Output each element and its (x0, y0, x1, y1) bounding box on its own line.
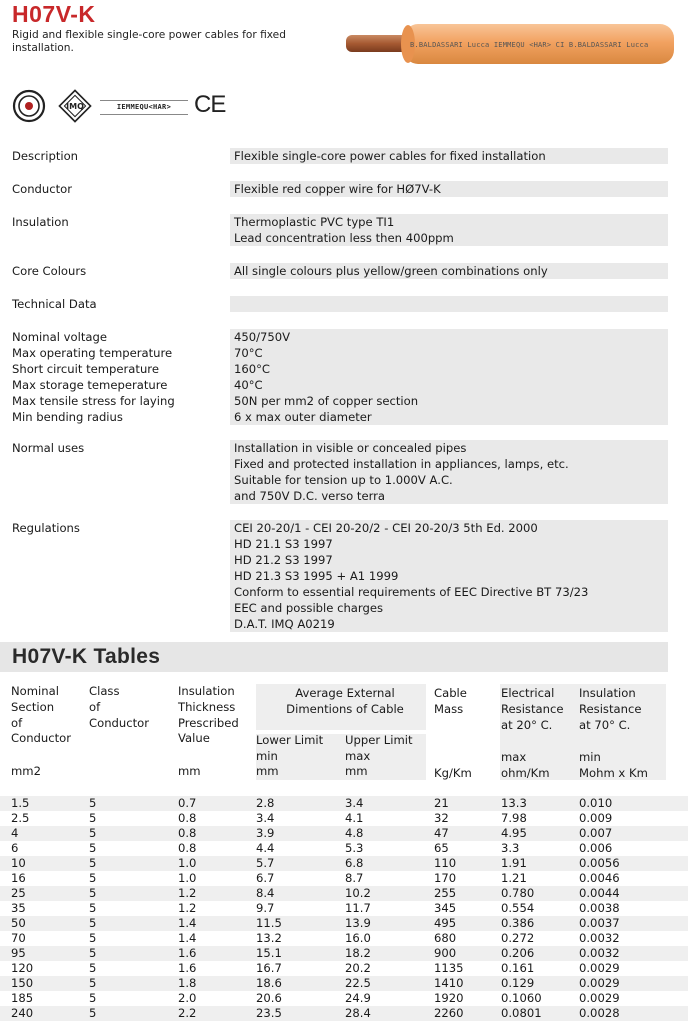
cell-insulation-resistance: 0.0037 (579, 916, 620, 930)
cell-class: 5 (89, 946, 97, 960)
cell-insulation: 1.0 (178, 856, 197, 870)
tables-heading: H07V-K Tables (12, 645, 161, 668)
cell-mass: 170 (434, 871, 457, 885)
header-line: Dimentions of Cable (286, 701, 404, 716)
spec-value (230, 440, 668, 504)
spec-value-line: D.A.T. IMQ A0219 (234, 617, 335, 631)
cell-electrical-resistance: 3.3 (501, 841, 520, 855)
cell-lower-limit: 5.7 (256, 856, 275, 870)
spec-value-line: Flexible red copper wire for HØ7V-K (234, 182, 441, 196)
cell-upper-limit: 6.8 (345, 856, 364, 870)
header-line: Electrical (501, 686, 555, 700)
cell-class: 5 (89, 916, 97, 930)
cell-electrical-resistance: 4.95 (501, 826, 527, 840)
cell-section: 6 (11, 841, 19, 855)
page-subtitle: Rigid and flexible single-core power cables for fixed installation. (12, 29, 286, 54)
cell-mass: 110 (434, 856, 457, 870)
header-cable-mass (434, 686, 467, 718)
header-line: of (89, 699, 101, 714)
cell-mass: 21 (434, 796, 449, 810)
spec-value-line: CEI 20-20/1 - CEI 20-20/2 - CEI 20-20/3 5th Ed. 2000 (234, 521, 538, 535)
cell-upper-limit: 16.0 (345, 931, 371, 945)
ce-mark: CE (194, 91, 226, 118)
cell-lower-limit: 6.7 (256, 871, 275, 885)
cell-class: 5 (89, 1006, 97, 1020)
cell-mass: 1135 (434, 961, 464, 975)
cell-upper-limit: 20.2 (345, 961, 371, 975)
spec-value-line: Thermoplastic PVC type TI1 (234, 215, 395, 229)
spec-label-line: Short circuit temperature (12, 362, 159, 376)
cell-section: 50 (11, 916, 26, 930)
cell-insulation: 1.6 (178, 961, 197, 975)
cell-insulation-resistance: 0.0046 (579, 871, 620, 885)
table-row (0, 991, 688, 1006)
cell-upper-limit: 28.4 (345, 1006, 371, 1020)
cell-class: 5 (89, 871, 97, 885)
spec-value-line: Conform to essential requirements of EEC Directive BT 73/23 (234, 585, 589, 599)
header-line: max (501, 750, 527, 764)
header-insulation-resistance (579, 686, 641, 733)
cell-lower-limit: 18.6 (256, 976, 282, 990)
spec-label: Core Colours (12, 264, 87, 278)
spec-label: Conductor (12, 182, 73, 196)
header-line: Prescribed (178, 715, 239, 730)
header-line: Mohm x Km (579, 765, 648, 780)
cell-electrical-resistance: 0.386 (501, 916, 535, 930)
header-line: min (256, 748, 278, 763)
cell-lower-limit: 16.7 (256, 961, 282, 975)
cell-electrical-resistance: 0.206 (501, 946, 535, 960)
spec-label: Normal uses (12, 441, 85, 455)
cable-print-text: B.BALDASSARI Lucca IEMMEQU <HAR> CI B.BALDASSARI Lucca (410, 41, 649, 49)
header-upper-unit: mm (345, 764, 368, 778)
cell-class: 5 (89, 931, 97, 945)
cell-electrical-resistance: 0.272 (501, 931, 535, 945)
cell-electrical-resistance: 0.161 (501, 961, 535, 975)
spec-label-line: Max tensile stress for laying (12, 394, 175, 408)
table-row (0, 946, 688, 961)
cell-insulation-resistance: 0.006 (579, 841, 613, 855)
cell-insulation: 1.4 (178, 931, 197, 945)
cell-insulation: 1.4 (178, 916, 197, 930)
header-insulation-unit: mm (178, 764, 201, 778)
header-line: Conductor (89, 715, 150, 730)
spec-label: Regulations (12, 521, 80, 535)
cell-electrical-resistance: 0.1060 (501, 991, 542, 1005)
cell-insulation: 2.2 (178, 1006, 197, 1020)
header-electrical-unit (501, 750, 550, 782)
spec-value-line: Suitable for tension up to 1.000V A.C. (234, 473, 453, 487)
table-row (0, 976, 688, 991)
cell-insulation-resistance: 0.0028 (579, 1006, 620, 1020)
header-electrical-resistance (501, 686, 563, 733)
header-line: max (345, 748, 371, 763)
header-line: Average External (295, 686, 395, 700)
header-insulation-resistance-unit (579, 750, 648, 782)
table-row (0, 856, 688, 871)
header-lower-unit: mm (256, 764, 279, 778)
cell-insulation: 2.0 (178, 991, 197, 1005)
table-row (0, 901, 688, 916)
cell-insulation: 1.2 (178, 901, 197, 915)
cell-mass: 900 (434, 946, 457, 960)
cell-mass: 345 (434, 901, 457, 915)
cell-insulation: 1.6 (178, 946, 197, 960)
cell-lower-limit: 9.7 (256, 901, 275, 915)
cell-lower-limit: 13.2 (256, 931, 282, 945)
cell-class: 5 (89, 826, 97, 840)
table-header (0, 684, 688, 784)
spec-value-line: 70°C (234, 346, 263, 360)
cell-lower-limit: 20.6 (256, 991, 282, 1005)
cell-electrical-resistance: 1.91 (501, 856, 527, 870)
spec-label (12, 329, 175, 425)
spec-value (230, 214, 668, 246)
cell-insulation-resistance: 0.0032 (579, 946, 620, 960)
header-line: Conductor (11, 731, 72, 746)
table-row (0, 886, 688, 901)
cell-section: 120 (11, 961, 34, 975)
header-lower-limit (256, 733, 323, 765)
cell-upper-limit: 8.7 (345, 871, 364, 885)
cell-lower-limit: 3.4 (256, 811, 275, 825)
spec-value (230, 148, 668, 164)
cell-class: 5 (89, 991, 97, 1005)
cell-insulation: 0.8 (178, 841, 197, 855)
header-insulation-thickness (178, 684, 239, 747)
spec-value-line: Installation in visible or concealed pipes (234, 441, 467, 455)
cell-insulation-resistance: 0.007 (579, 826, 613, 840)
cell-class: 5 (89, 961, 97, 975)
cell-insulation-resistance: 0.010 (579, 796, 613, 810)
cell-mass: 680 (434, 931, 457, 945)
header-mass-unit: Kg/Km (434, 766, 472, 780)
table-row (0, 811, 688, 826)
cell-mass: 255 (434, 886, 457, 900)
cell-upper-limit: 22.5 (345, 976, 371, 990)
cell-upper-limit: 18.2 (345, 946, 371, 960)
spec-value-line: All single colours plus yellow/green combinations only (234, 264, 548, 278)
table-row (0, 916, 688, 931)
cell-insulation-resistance: 0.0044 (579, 886, 620, 900)
cell-electrical-resistance: 7.98 (501, 811, 527, 825)
cell-upper-limit: 11.7 (345, 901, 371, 915)
cell-class: 5 (89, 976, 97, 990)
spec-label-line: Max storage temeperature (12, 378, 168, 392)
cell-section: 16 (11, 871, 26, 885)
cell-insulation-resistance: 0.0038 (579, 901, 620, 915)
table-row (0, 796, 688, 811)
cell-section: 2.5 (11, 811, 30, 825)
cell-mass: 47 (434, 826, 449, 840)
tables-heading-band (0, 642, 668, 672)
spec-value-line: EEC and possible charges (234, 601, 384, 615)
cell-section: 10 (11, 856, 26, 870)
spec-value (230, 296, 668, 312)
spec-value-line: Lead concentration less then 400ppm (234, 231, 454, 245)
spec-label-line: Nominal voltage (12, 330, 107, 344)
header-line: at 70° C. (579, 717, 631, 732)
cell-insulation-resistance: 0.0029 (579, 991, 620, 1005)
spec-value-line: HD 21.1 S3 1997 (234, 537, 333, 551)
cell-mass: 495 (434, 916, 457, 930)
cell-section: 185 (11, 991, 34, 1005)
cell-insulation-resistance: 0.0029 (579, 961, 620, 975)
header-line: Resistance (579, 701, 642, 716)
cell-upper-limit: 13.9 (345, 916, 371, 930)
imq-har-mark: IEMMEQU<HAR> (100, 100, 188, 115)
cell-electrical-resistance: 0.780 (501, 886, 535, 900)
certification-circle-logo (12, 89, 46, 123)
cell-class: 5 (89, 856, 97, 870)
header-line: ohm/Km (501, 765, 550, 780)
header-class (89, 684, 149, 731)
cell-insulation: 0.7 (178, 796, 197, 810)
cell-upper-limit: 5.3 (345, 841, 364, 855)
table-row (0, 931, 688, 946)
cell-lower-limit: 15.1 (256, 946, 282, 960)
spec-value-line: 450/750V (234, 330, 291, 344)
spec-value-line: 160°C (234, 362, 271, 376)
table-row (0, 841, 688, 856)
spec-value-line: 40°C (234, 378, 263, 392)
cell-insulation-resistance: 0.0029 (579, 976, 620, 990)
spec-label: Insulation (12, 215, 69, 229)
cell-electrical-resistance: 0.129 (501, 976, 535, 990)
cell-lower-limit: 3.9 (256, 826, 275, 840)
cell-upper-limit: 3.4 (345, 796, 364, 810)
spec-value (230, 520, 668, 632)
header-line: Thickness (178, 699, 236, 714)
cell-upper-limit: 10.2 (345, 886, 371, 900)
cell-lower-limit: 4.4 (256, 841, 275, 855)
header-line: of (11, 715, 23, 730)
table-row (0, 1006, 688, 1021)
cell-mass: 65 (434, 841, 449, 855)
cell-mass: 1920 (434, 991, 464, 1005)
spec-label-line: Min bending radius (12, 410, 123, 424)
cell-insulation-resistance: 0.0032 (579, 931, 620, 945)
cell-electrical-resistance: 0.0801 (501, 1006, 542, 1020)
cell-lower-limit: 11.5 (256, 916, 282, 930)
cell-lower-limit: 8.4 (256, 886, 275, 900)
spec-value (230, 181, 668, 197)
cell-class: 5 (89, 796, 97, 810)
cell-upper-limit: 24.9 (345, 991, 371, 1005)
cell-insulation-resistance: 0.009 (579, 811, 613, 825)
cell-electrical-resistance: 13.3 (501, 796, 527, 810)
table-body (0, 796, 688, 1021)
header-nominal-section (11, 684, 71, 747)
header-line: min (579, 750, 601, 764)
spec-value-line: HD 21.2 S3 1997 (234, 553, 333, 567)
cell-section: 70 (11, 931, 26, 945)
cell-electrical-resistance: 1.21 (501, 871, 527, 885)
imq-diamond-logo (56, 87, 94, 125)
cell-insulation: 0.8 (178, 811, 197, 825)
cell-class: 5 (89, 901, 97, 915)
cell-upper-limit: 4.1 (345, 811, 364, 825)
cell-mass: 1410 (434, 976, 464, 990)
cable-illustration (344, 20, 674, 68)
header-line: Nominal (11, 684, 59, 698)
cell-mass: 2260 (434, 1006, 464, 1020)
spec-label: Description (12, 149, 79, 163)
spec-value (230, 263, 668, 279)
cell-upper-limit: 4.8 (345, 826, 364, 840)
table-row (0, 961, 688, 976)
header-average-external (256, 686, 434, 718)
cell-insulation-resistance: 0.0056 (579, 856, 620, 870)
cell-class: 5 (89, 811, 97, 825)
cell-insulation: 1.2 (178, 886, 197, 900)
spec-value (230, 329, 668, 425)
header-line: Resistance (501, 701, 564, 716)
header-line: Insulation (178, 684, 235, 698)
spec-value-line: Fixed and protected installation in appliances, lamps, etc. (234, 457, 569, 471)
cell-section: 150 (11, 976, 34, 990)
cell-insulation: 1.8 (178, 976, 197, 990)
header-line: Insulation (579, 686, 636, 700)
header-line: Mass (434, 701, 464, 716)
header-line: Value (178, 731, 210, 746)
cell-mass: 32 (434, 811, 449, 825)
header-line: at 20° C. (501, 717, 553, 732)
cell-section: 4 (11, 826, 19, 840)
spec-value-line: and 750V D.C. verso terra (234, 489, 386, 503)
header-line: Lower Limit (256, 733, 324, 747)
cell-section: 1.5 (11, 796, 30, 810)
cell-class: 5 (89, 886, 97, 900)
spec-value-line: 50N per mm2 of copper section (234, 394, 419, 408)
cell-section: 35 (11, 901, 26, 915)
cell-lower-limit: 23.5 (256, 1006, 282, 1020)
cell-insulation: 0.8 (178, 826, 197, 840)
cell-class: 5 (89, 841, 97, 855)
table-row (0, 871, 688, 886)
svg-text:IMQ: IMQ (66, 102, 84, 111)
header-line: Cable (434, 686, 467, 700)
cell-electrical-resistance: 0.554 (501, 901, 535, 915)
cell-section: 240 (11, 1006, 34, 1020)
cell-lower-limit: 2.8 (256, 796, 275, 810)
header-line: Class (89, 684, 120, 698)
cell-section: 25 (11, 886, 26, 900)
header-line: Upper Limit (345, 733, 413, 747)
table-row (0, 826, 688, 841)
spec-label-line: Max operating temperature (12, 346, 173, 360)
spec-value-line: 6 x max outer diameter (234, 410, 372, 424)
spec-value-line: HD 21.3 S3 1995 + A1 1999 (234, 569, 399, 583)
certification-logos (12, 86, 226, 126)
page-title: H07V-K (12, 1, 96, 27)
spec-label: Technical Data (12, 297, 97, 311)
header-line: Section (11, 699, 55, 714)
cell-insulation: 1.0 (178, 871, 197, 885)
header-upper-limit (345, 733, 413, 765)
header-section-unit: mm2 (11, 764, 41, 778)
cell-section: 95 (11, 946, 26, 960)
spec-value-line: Flexible single-core power cables for fixed installation (234, 149, 546, 163)
